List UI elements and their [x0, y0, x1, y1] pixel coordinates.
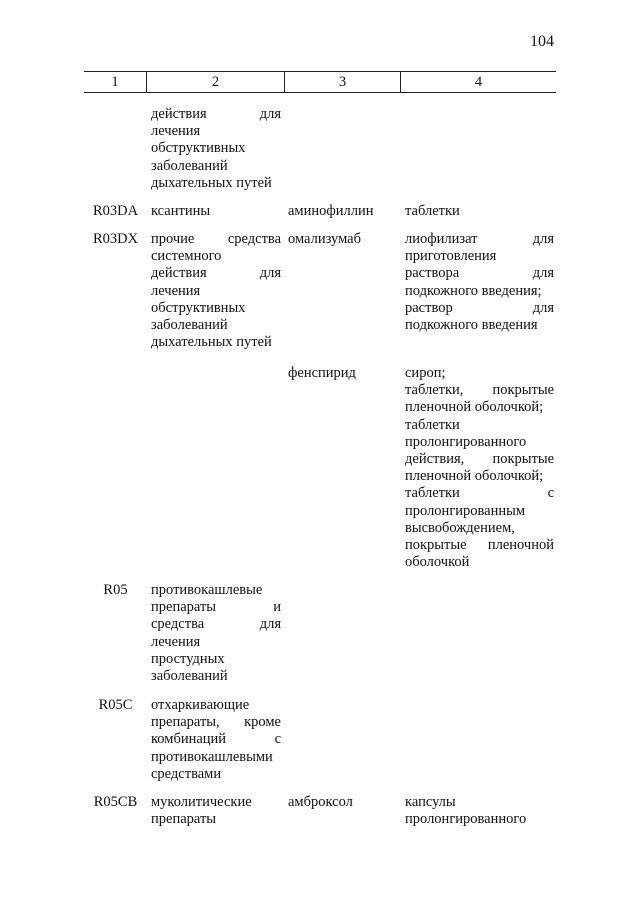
group-word: прочие — [151, 231, 195, 247]
group-line: отхаркивающие — [151, 697, 250, 713]
group-word: и — [273, 599, 281, 616]
atc-code: R03DX — [92, 231, 139, 247]
header-col-4: 4 — [474, 74, 483, 90]
form-line: капсулы — [405, 794, 456, 810]
form-word: покрытые — [492, 451, 554, 468]
group-line: противокашлевыми — [151, 748, 273, 765]
form-line: пленочной оболочкой; — [405, 468, 544, 485]
form-word: раствор — [405, 299, 453, 316]
group-line — [151, 714, 281, 731]
group-line: препараты — [151, 811, 217, 828]
form-line: таблетки — [405, 416, 460, 433]
form-line: пролонгированным — [405, 502, 526, 519]
pharmacological-group — [151, 582, 281, 685]
group-word: для — [259, 106, 281, 122]
form-line: сироп; — [405, 365, 446, 381]
group-word: средства — [227, 231, 281, 247]
pharmacological-group — [151, 106, 281, 192]
group-line: простудных — [151, 650, 225, 667]
form-word: покрытые — [492, 382, 554, 399]
group-line: муколитические — [151, 794, 252, 810]
group-word: комбинаций — [151, 731, 227, 748]
group-line: заболеваний — [151, 317, 228, 334]
group-line: дыхательных путей — [151, 174, 272, 191]
group-line — [151, 265, 281, 282]
form-line: подкожного введения — [405, 317, 538, 334]
pharmacological-group — [151, 794, 281, 828]
group-line: ксантины — [151, 203, 211, 219]
atc-code: R05C — [98, 697, 133, 713]
form-line: высвобождением, — [405, 519, 515, 536]
group-line: обструктивных — [151, 299, 246, 316]
group-line — [151, 616, 281, 633]
form-line — [405, 485, 554, 502]
form-word: лиофилизат — [405, 231, 478, 247]
table-header — [84, 71, 556, 93]
form-line — [405, 300, 554, 317]
group-word: действия — [151, 265, 207, 282]
form-line: пролонгированного — [405, 433, 527, 450]
atc-code: R05 — [103, 582, 128, 598]
form-word: действия, — [405, 451, 465, 468]
group-word: кроме — [244, 714, 281, 731]
form-line: приготовления — [405, 248, 497, 265]
group-word: с — [274, 731, 281, 748]
drug-name: фенспирид — [288, 365, 356, 381]
pharmacological-group — [151, 203, 281, 220]
form-word: для — [532, 299, 554, 316]
form-word: для — [532, 265, 554, 282]
form-word: таблетки — [405, 485, 460, 502]
form-line: подкожного введения; — [405, 282, 542, 299]
group-line: заболеваний — [151, 668, 228, 685]
dosage-form — [405, 231, 554, 334]
group-line: лечения — [151, 282, 201, 299]
form-line — [405, 265, 554, 282]
drug-name: аминофиллин — [288, 203, 374, 219]
group-word: для — [259, 616, 281, 633]
form-word: покрытые — [405, 537, 467, 554]
form-line: пролонгированного — [405, 811, 527, 828]
form-line: оболочкой — [405, 554, 470, 571]
dosage-form — [405, 794, 554, 828]
dosage-form — [405, 365, 554, 571]
group-word: препараты, — [151, 714, 220, 731]
form-word: таблетки, — [405, 382, 464, 399]
group-line — [151, 106, 281, 123]
pharmacological-group — [151, 231, 281, 351]
group-line: дыхательных путей — [151, 334, 272, 351]
group-word: препараты — [151, 599, 217, 616]
group-line: обструктивных — [151, 140, 246, 157]
form-line — [405, 537, 554, 554]
header-col-1: 1 — [84, 72, 147, 92]
group-line: лечения — [151, 633, 201, 650]
atc-code: R05CB — [93, 794, 138, 810]
header-col-3: 3 — [285, 72, 401, 92]
group-line: заболеваний — [151, 157, 228, 174]
form-line — [405, 382, 554, 399]
form-word: пленочной — [487, 537, 554, 554]
group-line: противокашлевые — [151, 582, 263, 598]
drug-name: омализумаб — [288, 231, 361, 247]
group-line: системного — [151, 248, 222, 265]
group-word: для — [259, 265, 281, 282]
page-number: 104 — [530, 33, 554, 50]
dosage-form — [405, 203, 554, 220]
form-line — [405, 231, 554, 248]
group-line: средствами — [151, 765, 222, 782]
drug-name: амброксол — [288, 794, 353, 810]
group-line — [151, 599, 281, 616]
group-line — [151, 231, 281, 248]
pharmacological-group — [151, 697, 281, 783]
form-line: таблетки — [405, 203, 460, 219]
atc-code: R03DA — [92, 203, 139, 219]
form-line — [405, 451, 554, 468]
form-word: с — [547, 485, 554, 502]
group-word: действия — [151, 106, 207, 122]
group-line: лечения — [151, 123, 201, 140]
group-line — [151, 731, 281, 748]
form-word: раствора — [405, 265, 460, 282]
group-word: средства — [151, 616, 205, 633]
form-word: для — [532, 231, 554, 247]
header-col-2: 2 — [147, 72, 285, 92]
form-line: пленочной оболочкой; — [405, 399, 544, 416]
